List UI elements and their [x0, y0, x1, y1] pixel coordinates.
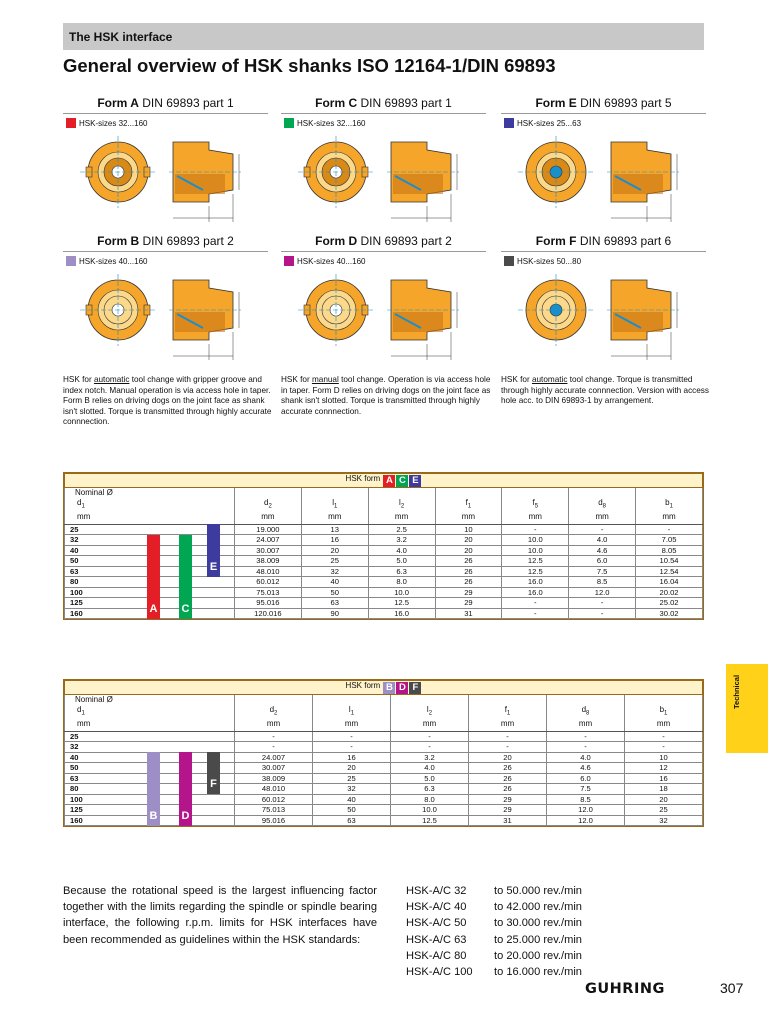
value-cell: 10 [435, 524, 502, 535]
value-cell: 50 [312, 805, 390, 816]
value-cell: 25 [312, 773, 390, 784]
column-header: $d_8$ mm [569, 488, 636, 525]
value-cell: 8.5 [546, 794, 624, 805]
value-cell: 12.0 [569, 587, 636, 598]
value-cell: 32 [301, 566, 368, 577]
brand-logo: GUHRING [585, 981, 665, 997]
value-cell: 3.2 [390, 752, 468, 763]
value-cell: 16 [301, 535, 368, 546]
rpm-limits-list [406, 883, 582, 980]
nominal-header: Nominal Ø $d_1$ mm [65, 695, 235, 732]
rpm-value: to 20.000 rev./min [494, 949, 582, 962]
form-letter: E [209, 560, 218, 573]
rpm-limit-row [406, 964, 582, 980]
value-cell: 4.0 [569, 535, 636, 546]
rpm-model: HSK-A/C 80 [406, 949, 467, 962]
rpm-limit-row [406, 932, 582, 948]
value-cell: 30.02 [636, 608, 703, 619]
value-cell: - [390, 742, 468, 753]
badge-c: C [396, 475, 408, 487]
nominal-cell: 50 [65, 556, 153, 567]
column-header: $f_5$ mm [502, 488, 569, 525]
column-header: $b_1$ mm [624, 695, 702, 732]
value-cell: 16.04 [636, 577, 703, 588]
nominal-cell: 100 [65, 794, 153, 805]
form-heading-e: Form E DIN 69893 part 5 [501, 96, 706, 114]
nominal-cell: 32 [65, 742, 153, 753]
badge-f: F [409, 682, 421, 694]
value-cell: - [234, 731, 312, 742]
value-cell: 24.007 [234, 752, 312, 763]
nominal-cell: 80 [65, 577, 153, 588]
value-cell: 4.6 [569, 545, 636, 556]
hsk-sizes-label: HSK-sizes 50...80 [504, 256, 581, 266]
table-title: HSK form [345, 681, 381, 690]
description-form-e-f: HSK for automatic tool change. Torque is transmitted through highly accurate connnection. Version with access hole acc. to DIN 69893-1 by arrangement. [501, 375, 709, 406]
value-cell: 48.010 [234, 784, 312, 795]
value-cell: 10.0 [368, 587, 435, 598]
value-cell: - [390, 731, 468, 742]
value-cell: - [636, 524, 703, 535]
value-cell: 8.05 [636, 545, 703, 556]
value-cell: 63 [312, 815, 390, 826]
description-form-c-d: HSK for manual tool change. Operation is via access hole in taper. Form D relies on driving dogs on the joint face as shank isn't slotted. Torque is transmitted through highly accurate connnection. [281, 375, 491, 416]
nominal-cell: 25 [65, 524, 153, 535]
form-range-bar-b [147, 752, 160, 826]
nominal-cell: 125 [65, 598, 153, 609]
column-header: $l_1$ mm [301, 488, 368, 525]
value-cell: 12 [624, 763, 702, 774]
value-cell: 6.3 [390, 784, 468, 795]
nominal-header: Nominal Ø $d_1$ mm [65, 488, 235, 525]
badge-a: A [383, 475, 395, 487]
value-cell: 26 [468, 763, 546, 774]
form-range-bar-e [207, 524, 220, 577]
form-letter: D [181, 809, 190, 822]
value-cell: 20 [435, 535, 502, 546]
hsk-sizes-label: HSK-sizes 40...160 [284, 256, 365, 266]
form-letter: B [149, 809, 158, 822]
rpm-limit-row [406, 899, 582, 915]
form-letter: C [181, 602, 190, 615]
table-title: HSK form [345, 474, 381, 483]
value-cell: 12.5 [390, 815, 468, 826]
value-cell: 50 [301, 587, 368, 598]
shank-drawing-c [281, 126, 486, 226]
value-cell: 6.0 [569, 556, 636, 567]
nominal-cell: 160 [65, 815, 153, 826]
value-cell: 26 [435, 577, 502, 588]
value-cell: 25 [624, 805, 702, 816]
badge-e: E [409, 475, 421, 487]
value-cell: - [502, 608, 569, 619]
column-header: $f_1$ mm [468, 695, 546, 732]
value-cell: 10.0 [390, 805, 468, 816]
value-cell: 19.000 [234, 524, 301, 535]
value-cell: 29 [468, 794, 546, 805]
value-cell: 4.6 [546, 763, 624, 774]
form-range-bar-c [179, 535, 192, 619]
form-heading-b: Form B DIN 69893 part 2 [63, 234, 268, 252]
value-cell: 20 [468, 752, 546, 763]
value-cell: 7.5 [569, 566, 636, 577]
nominal-cell: 40 [65, 545, 153, 556]
form-heading-a: Form A DIN 69893 part 1 [63, 96, 268, 114]
value-cell: - [312, 742, 390, 753]
nominal-cell: 63 [65, 773, 153, 784]
shank-drawing-f [501, 264, 706, 364]
value-cell: 24.007 [234, 535, 301, 546]
value-cell: 26 [435, 566, 502, 577]
rpm-note: Because the rotational speed is the largest influencing factor together with the limits regarding the spindle or spindle bearing interface, the following r.p.m. limits for HSK interfaces have been recommended as guidelines within the HSK standards: [63, 885, 377, 946]
form-range-bar-f [207, 752, 220, 794]
value-cell: 38.009 [234, 773, 312, 784]
value-cell: 2.5 [368, 524, 435, 535]
column-header: $b_1$ mm [636, 488, 703, 525]
hsk-sizes-label: HSK-sizes 40...160 [66, 256, 147, 266]
value-cell: 95.016 [234, 598, 301, 609]
column-header: $l_1$ mm [312, 695, 390, 732]
shank-drawing-b [63, 264, 268, 364]
nominal-cell: 100 [65, 587, 153, 598]
rpm-model: HSK-A/C 50 [406, 917, 467, 930]
form-heading-d: Form D DIN 69893 part 2 [281, 234, 486, 252]
value-cell: - [624, 742, 702, 753]
value-cell: 10.0 [502, 535, 569, 546]
column-header: $l_2$ mm [390, 695, 468, 732]
value-cell: 25.02 [636, 598, 703, 609]
nominal-cell: 125 [65, 805, 153, 816]
rpm-value: to 30.000 rev./min [494, 917, 582, 930]
value-cell: 12.0 [546, 805, 624, 816]
value-cell: 8.5 [569, 577, 636, 588]
rpm-limit-row [406, 915, 582, 931]
value-cell: 5.0 [368, 556, 435, 567]
section-header-bar [63, 23, 704, 50]
value-cell: 20 [624, 794, 702, 805]
value-cell: 30.007 [234, 763, 312, 774]
value-cell: - [546, 731, 624, 742]
value-cell: 18 [624, 784, 702, 795]
nominal-cell: 32 [65, 535, 153, 546]
value-cell: - [546, 742, 624, 753]
value-cell: 12.5 [502, 556, 569, 567]
value-cell: 120.016 [234, 608, 301, 619]
nominal-cell: 40 [65, 752, 153, 763]
value-cell: 16.0 [502, 587, 569, 598]
column-header: $d_2$ mm [234, 695, 312, 732]
value-cell: - [569, 608, 636, 619]
value-cell: 20 [301, 545, 368, 556]
value-cell: 32 [624, 815, 702, 826]
value-cell: - [468, 742, 546, 753]
value-cell: 31 [435, 608, 502, 619]
value-cell: 32 [312, 784, 390, 795]
value-cell: 8.0 [368, 577, 435, 588]
rpm-model: HSK-A/C 32 [406, 885, 467, 897]
form-heading-c: Form C DIN 69893 part 1 [281, 96, 486, 114]
value-cell: 75.013 [234, 587, 301, 598]
value-cell: 12.5 [502, 566, 569, 577]
form-range-bar-d [179, 752, 192, 826]
value-cell: 8.0 [390, 794, 468, 805]
value-cell: 3.2 [368, 535, 435, 546]
value-cell: 13 [301, 524, 368, 535]
value-cell: - [569, 524, 636, 535]
shank-drawing-e [501, 126, 706, 226]
value-cell: 12.5 [368, 598, 435, 609]
value-cell: - [502, 598, 569, 609]
nominal-cell: 25 [65, 731, 153, 742]
value-cell: 7.05 [636, 535, 703, 546]
value-cell: 25 [301, 556, 368, 567]
value-cell: 20 [435, 545, 502, 556]
value-cell: - [502, 524, 569, 535]
value-cell: 29 [435, 587, 502, 598]
column-header: $d_8$ mm [546, 695, 624, 732]
rpm-model: HSK-A/C 40 [406, 901, 467, 914]
rpm-model: HSK-A/C 63 [406, 933, 467, 946]
section-title: The HSK interface [69, 30, 173, 44]
nominal-cell: 80 [65, 784, 153, 795]
value-cell: 31 [468, 815, 546, 826]
page-number: 307 [720, 980, 744, 996]
column-header: $d_2$ mm [234, 488, 301, 525]
value-cell: 90 [301, 608, 368, 619]
value-cell: 5.0 [390, 773, 468, 784]
column-header: $f_1$ mm [435, 488, 502, 525]
value-cell: 63 [301, 598, 368, 609]
value-cell: 10 [624, 752, 702, 763]
value-cell: 60.012 [234, 577, 301, 588]
form-letter: F [210, 778, 217, 791]
value-cell: 10.54 [636, 556, 703, 567]
value-cell: 6.3 [368, 566, 435, 577]
value-cell: 20 [312, 763, 390, 774]
nominal-cell: 63 [65, 566, 153, 577]
value-cell: 16 [624, 773, 702, 784]
page-title: General overview of HSK shanks ISO 12164-1/DIN 69893 [63, 55, 556, 76]
badge-d: D [396, 682, 408, 694]
value-cell: 6.0 [546, 773, 624, 784]
rpm-value: to 42.000 rev./min [494, 901, 582, 914]
value-cell: 12.54 [636, 566, 703, 577]
nominal-cell: 160 [65, 608, 153, 619]
rpm-limit-row [406, 883, 582, 899]
value-cell: 7.5 [546, 784, 624, 795]
value-cell: 48.010 [234, 566, 301, 577]
value-cell: 4.0 [546, 752, 624, 763]
value-cell: - [234, 742, 312, 753]
value-cell: 75.013 [234, 805, 312, 816]
form-heading-f: Form F DIN 69893 part 6 [501, 234, 706, 252]
value-cell: 26 [468, 784, 546, 795]
description-form-a-b: HSK for automatic tool change with gripper groove and index notch. Manual operation is via access hole in taper. Form B relies on driving dogs on the joint face as shank isn't slotted. Torque is transmitted through highly accurate connnection. [63, 375, 272, 427]
shank-drawing-a [63, 126, 268, 226]
value-cell: 12.0 [546, 815, 624, 826]
value-cell: 40 [301, 577, 368, 588]
value-cell: - [569, 598, 636, 609]
rpm-limit-row [406, 948, 582, 964]
value-cell: 30.007 [234, 545, 301, 556]
value-cell: 29 [468, 805, 546, 816]
value-cell: 60.012 [234, 794, 312, 805]
rpm-value: to 25.000 rev./min [494, 933, 582, 946]
rpm-value: to 16.000 rev./min [494, 966, 582, 979]
value-cell: - [624, 731, 702, 742]
value-cell: 16.0 [368, 608, 435, 619]
value-cell: 16 [312, 752, 390, 763]
hsk-sizes-label: HSK-sizes 32...160 [284, 118, 365, 128]
hsk-sizes-label: HSK-sizes 25...63 [504, 118, 581, 128]
value-cell: 95.016 [234, 815, 312, 826]
rpm-model: HSK-A/C 100 [406, 966, 473, 979]
badge-b: B [383, 682, 395, 694]
value-cell: 26 [435, 556, 502, 567]
value-cell: 4.0 [368, 545, 435, 556]
shank-drawing-d [281, 264, 486, 364]
nominal-cell: 50 [65, 763, 153, 774]
form-letter: A [149, 602, 158, 615]
value-cell: 40 [312, 794, 390, 805]
value-cell: 26 [468, 773, 546, 784]
value-cell: 4.0 [390, 763, 468, 774]
value-cell: - [468, 731, 546, 742]
form-range-bar-a [147, 535, 160, 619]
value-cell: 10.0 [502, 545, 569, 556]
value-cell: 16.0 [502, 577, 569, 588]
value-cell: 29 [435, 598, 502, 609]
column-header: $l_2$ mm [368, 488, 435, 525]
value-cell: - [312, 731, 390, 742]
hsk-sizes-label: HSK-sizes 32...160 [66, 118, 147, 128]
side-tab-technical[interactable]: Technical [726, 664, 768, 753]
value-cell: 20.02 [636, 587, 703, 598]
value-cell: 38.009 [234, 556, 301, 567]
rpm-value: to 50.000 rev./min [494, 885, 582, 897]
